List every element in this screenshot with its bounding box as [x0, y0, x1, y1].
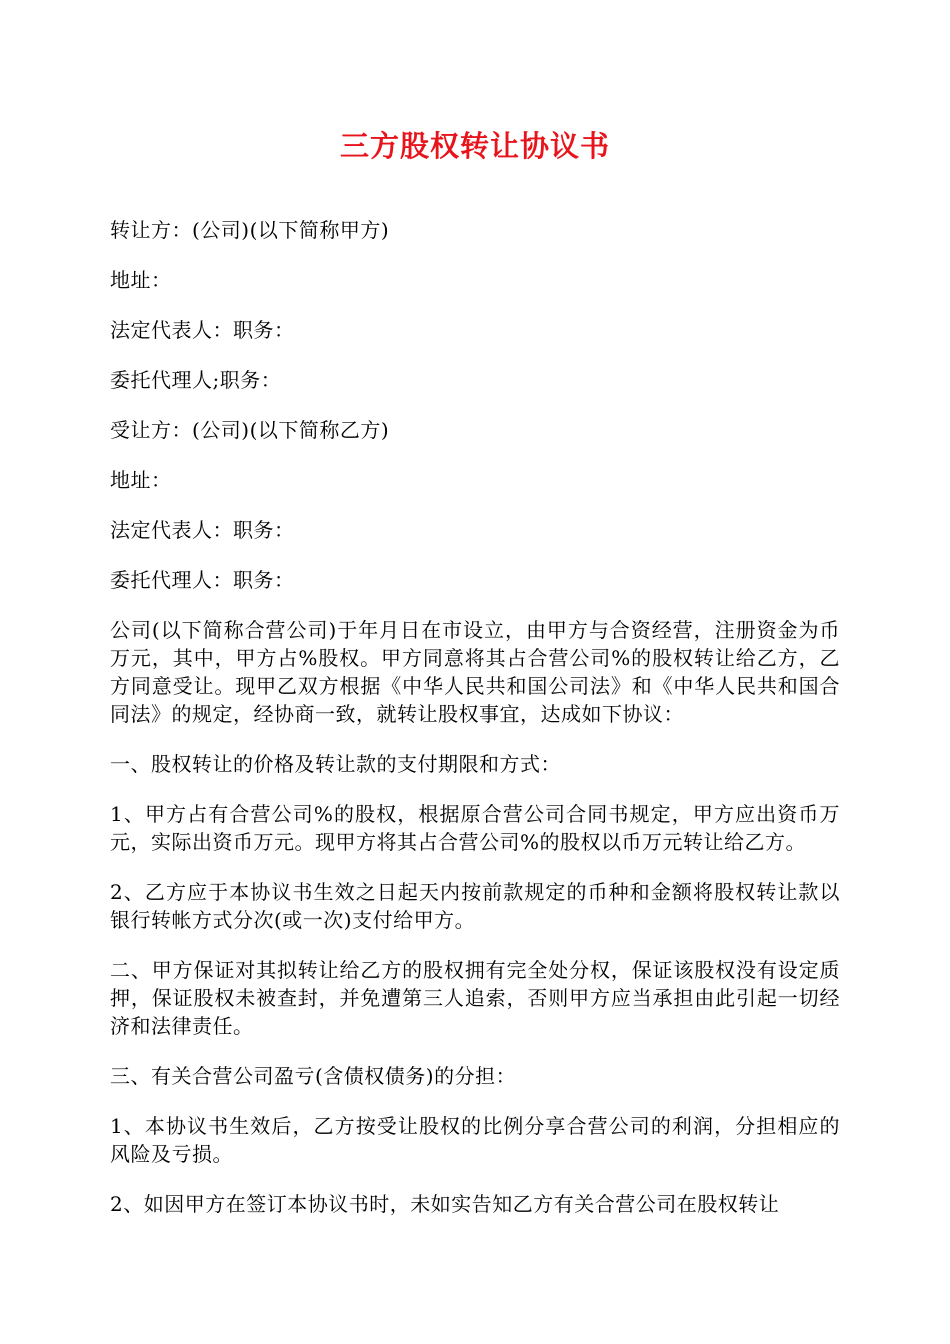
clause-3-2: 2、如因甲方在签订本协议书时，未如实告知乙方有关合营公司在股权转让	[110, 1192, 780, 1216]
section-heading-profit-loss: 三、有关合营公司盈亏(含债权债务)的分担：	[110, 1064, 517, 1088]
document-title: 三方股权转让协议书	[339, 129, 610, 163]
transferor-address-line: 地址：	[110, 268, 172, 292]
transferee-address-line: 地址：	[110, 468, 172, 492]
clause-3-1: 1、本协议书生效后，乙方按受让股权的比例分享合营公司的利润，分担相应的风险及亏损。	[110, 1114, 840, 1166]
transferor-legal-representative-line: 法定代表人：职务：	[110, 318, 295, 342]
transferor-line: 转让方：(公司)(以下简称甲方)	[110, 218, 390, 242]
transferee-line: 受让方：(公司)(以下简称乙方)	[110, 418, 390, 442]
section-two-warranty: 二、甲方保证对其拟转让给乙方的股权拥有完全处分权，保证该股权没有设定质押，保证股权未被查封，并免遭第三人追索，否则甲方应当承担由此引起一切经济和法律责任。	[110, 958, 840, 1038]
clause-1-2: 2、乙方应于本协议书生效之日起天内按前款规定的币种和金额将股权转让款以银行转帐方式分次(或一次)支付给甲方。	[110, 880, 840, 932]
transferee-agent-line: 委托代理人：职务：	[110, 568, 295, 592]
section-heading-price-payment: 一、股权转让的价格及转让款的支付期限和方式：	[110, 752, 561, 776]
document-body	[110, 216, 840, 1240]
transferor-agent-line: 委托代理人;职务：	[110, 368, 282, 392]
clause-1-1: 1、甲方占有合营公司%的股权，根据原合营公司合同书规定，甲方应出资币万元，实际出资币万元。现甲方将其占合营公司%的股权以币万元转让给乙方。	[110, 802, 840, 854]
preamble-paragraph: 公司(以下简称合营公司)于年月日在市设立，由甲方与合资经营，注册资金为币万元，其中，甲方占%股权。甲方同意将其占合营公司%的股权转让给乙方，乙方同意受让。现甲乙双方根据《中华人民共和国公司法》和《中华人民共和国合同法》的规定，经协商一致，就转让股权事宜，达成如下协议：	[110, 618, 840, 726]
transferee-legal-representative-line: 法定代表人：职务：	[110, 518, 295, 542]
